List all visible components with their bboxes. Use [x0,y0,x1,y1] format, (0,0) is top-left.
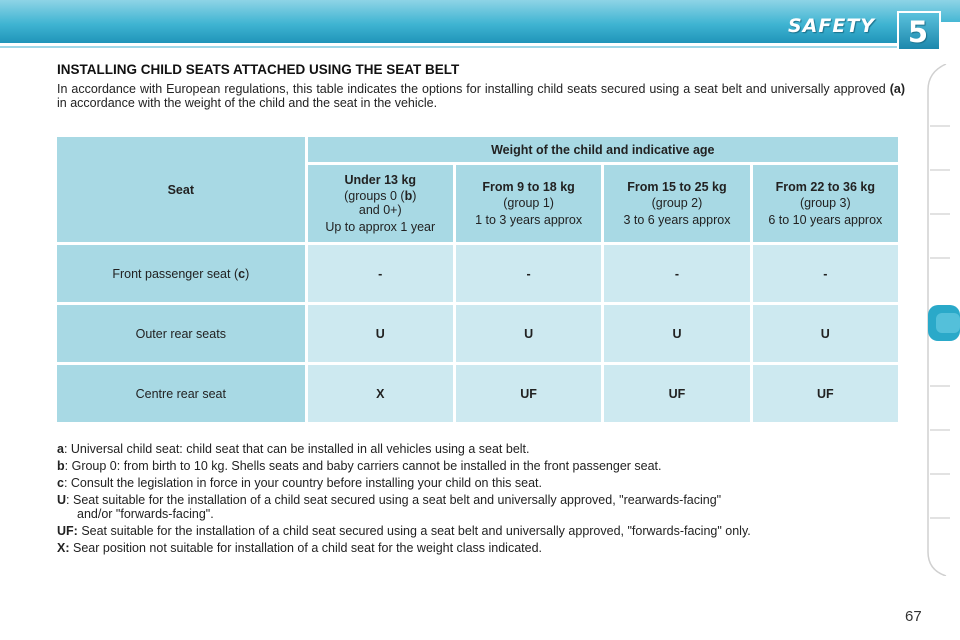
table-cell: - [753,245,898,302]
table-cell: X [308,365,453,422]
table-cell: - [604,245,749,302]
intro-paragraph [57,82,905,110]
group-header-2 [604,165,749,242]
group-weight: From 9 to 18 kg [482,180,575,194]
footnote-text: Sear position not suitable for installation of a child seat for the weight class indicated. [72,541,543,555]
footnote-text-continued: and/or "forwards-facing". [77,507,214,521]
group-label-line2: and 0+) [358,203,402,217]
seat-label-end: ) [245,266,250,281]
row-seat-label [57,245,305,302]
table-row [57,305,898,362]
weight-header: Weight of the child and indicative age [308,137,898,162]
footnote-separator: : [63,476,71,490]
group-age: 1 to 3 years approx [475,213,583,227]
footnote-key: c [57,476,64,490]
group-label: (groups 0 ( [344,189,405,203]
footnote-text: Consult the legislation in force in your country before installing your child on this seat. [70,476,542,490]
intro-reference: (a) [889,82,905,96]
table-cell: U [753,305,898,362]
group-age: 3 to 6 years approx [623,213,731,227]
group-age: Up to approx 1 year [325,220,436,234]
seat-reference: c [238,266,246,281]
footnote-uf [57,524,905,538]
seat-header: Seat [57,137,305,242]
intro-text-end: in accordance with the weight of the child and the seat in the vehicle. [57,96,438,110]
child-seat-table [54,134,901,425]
table-cell: UF [456,365,601,422]
footnote-b [57,459,905,473]
footnote-text: Seat suitable for the installation of a child seat secured using a seat belt and universally approved, "rearwards-facing" [72,493,722,507]
table-cell: - [456,245,601,302]
table-cell: UF [753,365,898,422]
table-cell: UF [604,365,749,422]
row-seat-label: Centre rear seat [57,365,305,422]
table-row [57,245,898,302]
intro-text: In accordance with European regulations, this table indicates the options for installing child seats secured using a seat belt and universally approved [57,82,890,96]
section-title: INSTALLING CHILD SEATS ATTACHED USING THE SEAT BELT [57,62,460,77]
group-header-3 [753,165,898,242]
table-cell: - [308,245,453,302]
row-seat-label: Outer rear seats [57,305,305,362]
table-cell: U [456,305,601,362]
footnotes [57,442,905,558]
group-weight: From 22 to 36 kg [775,180,875,194]
chapter-tab-strip [926,64,960,576]
chapter-tabs [926,64,960,576]
group-label: (group 3) [799,196,851,210]
chapter-number: 5 [907,15,929,49]
table-cell: U [604,305,749,362]
group-header-0 [308,165,453,242]
group-age: 6 to 10 years approx [768,213,883,227]
footnote-key: UF: [57,524,78,538]
footnote-key: X: [57,541,70,555]
footnote-key: b [57,459,65,473]
footnote-a [57,442,905,456]
group-weight: From 15 to 25 kg [627,180,727,194]
footnote-x [57,541,905,555]
footnote-separator: : [66,493,73,507]
group-label-end: ) [412,189,417,203]
table-row [57,365,898,422]
footnote-text: Seat suitable for the installation of a child seat secured using a seat belt and universally approved, "forwards-facing" only. [81,524,751,538]
seat-label: Front passenger seat ( [112,266,239,281]
page-number: 67 [905,608,922,625]
header-title: SAFETY [788,15,876,37]
footnote-text: Group 0: from birth to 10 kg. Shells seats and baby carriers cannot be installed in the front passenger seat. [71,459,662,473]
group-header-1 [456,165,601,242]
footnote-u [57,493,905,521]
group-weight: Under 13 kg [344,173,417,187]
group-label: (group 2) [651,196,703,210]
footnote-key: U [57,493,67,507]
footnote-separator: : [63,442,71,456]
footnote-text: Universal child seat: child seat that can be installed in all vehicles using a seat belt. [70,442,530,456]
group-label: (group 1) [503,196,554,210]
group-reference: b [404,189,413,203]
footnote-key: a [57,442,64,456]
table-cell: U [308,305,453,362]
page-header [0,0,960,50]
footnote-separator: : [64,459,72,473]
footnote-c [57,476,905,490]
